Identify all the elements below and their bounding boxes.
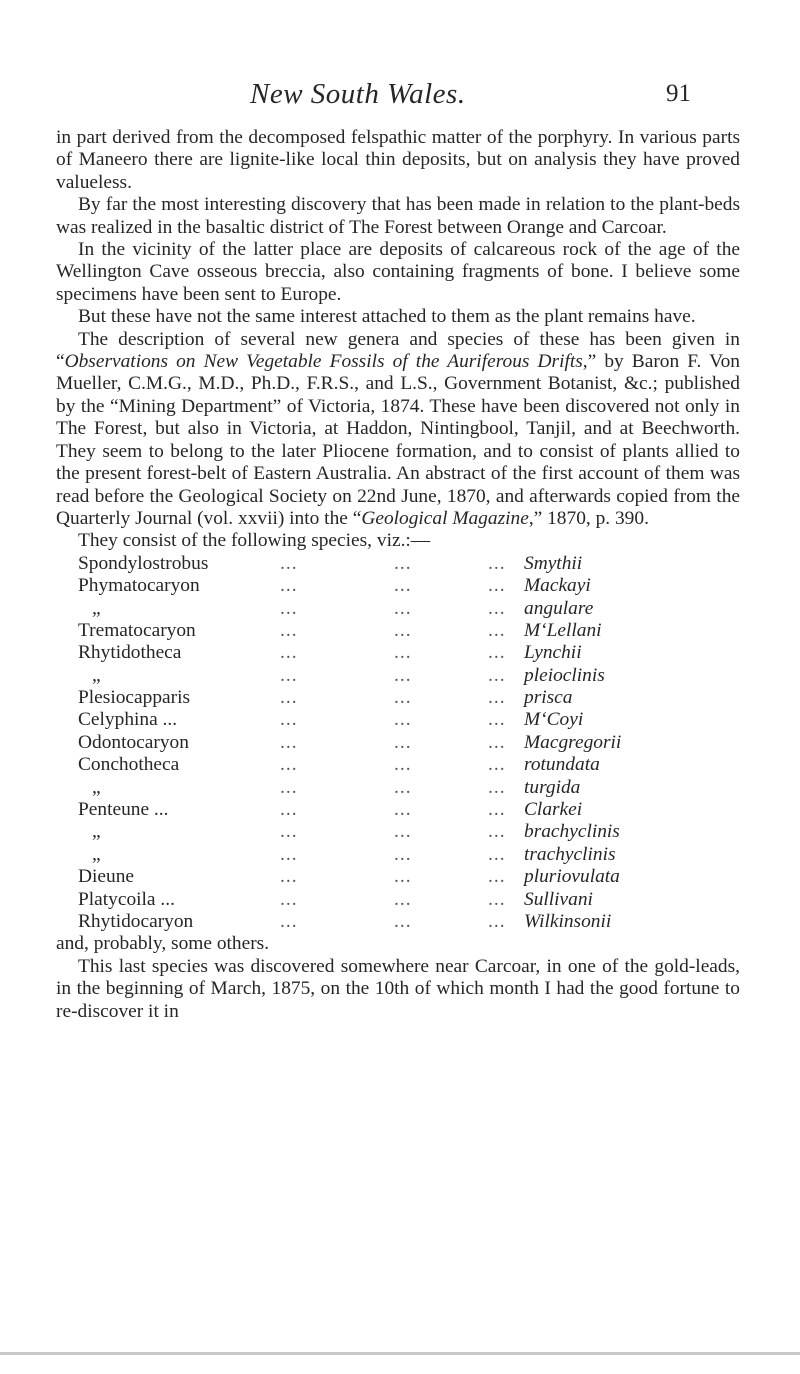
leader-dots: ...	[280, 754, 298, 776]
species-row	[78, 709, 740, 731]
species-name: Macgregorii	[524, 731, 622, 753]
text-run: But these have not the same interest attached to them as the plant remains have.	[78, 306, 696, 328]
leader-dots: ...	[394, 866, 412, 888]
leader-dots: ...	[394, 687, 412, 709]
leader-dots: ...	[488, 731, 506, 753]
leader-dots: ...	[394, 619, 412, 641]
paragraph: and, probably, some others.	[56, 933, 270, 955]
leader-dots: ...	[280, 552, 298, 574]
leader-dots: ...	[488, 821, 506, 843]
species-row	[78, 665, 740, 687]
leader-dots: ...	[280, 776, 298, 798]
leader-dots: ...	[280, 821, 298, 843]
paragraph	[56, 530, 740, 552]
leader-dots: ...	[280, 888, 298, 910]
species-row	[78, 821, 740, 843]
species-name: prisca	[524, 687, 573, 709]
text-run: In the vicinity of the latter place are deposits of calcareous rock of the age of the Wellington Cave osseous breccia, also containing fragments of bone. I believe some specimens have been sent to Europe.	[56, 239, 740, 305]
leader-dots: ...	[394, 754, 412, 776]
leader-dots: ...	[280, 687, 298, 709]
leader-dots: ...	[488, 754, 506, 776]
species-name: angulare	[524, 597, 594, 619]
genus-name: „	[92, 664, 101, 686]
leader-dots: ...	[488, 687, 506, 709]
text-run: ,” 1870, p. 390.	[528, 507, 649, 529]
species-row	[78, 889, 740, 911]
species-name: M‘Lellani	[524, 619, 602, 641]
genus-name: „	[92, 821, 101, 843]
leader-dots: ...	[280, 597, 298, 619]
genus-name: Odontocaryon	[78, 731, 189, 753]
genus-name: Rhytidotheca	[78, 642, 182, 664]
species-row	[78, 687, 740, 709]
leader-dots: ...	[394, 597, 412, 619]
species-row	[78, 777, 740, 799]
species-row	[78, 799, 740, 821]
paragraph	[56, 127, 740, 194]
genus-name: Rhytidocaryon	[78, 910, 194, 932]
leader-dots: ...	[394, 709, 412, 731]
text-run: By far the most interesting discovery that has been made in relation to the plant-beds was realized in the basaltic district of The Forest between Orange and Carcoar.	[56, 194, 740, 238]
leader-dots: ...	[280, 731, 298, 753]
genus-name: Trematocaryon	[78, 619, 196, 641]
leader-dots: ...	[394, 910, 412, 932]
leader-dots: ...	[394, 552, 412, 574]
species-row	[78, 553, 740, 575]
leader-dots: ...	[488, 866, 506, 888]
page-edge-rule	[0, 1352, 800, 1355]
paragraph	[56, 329, 740, 531]
species-row	[78, 732, 740, 754]
text-run: The description of several new genera and species of these has been given in “	[56, 328, 740, 373]
leader-dots: ...	[488, 619, 506, 641]
leader-dots: ...	[280, 843, 298, 865]
genus-name: Celyphina ...	[78, 709, 178, 731]
leader-dots: ...	[394, 843, 412, 865]
species-name: M‘Coyi	[524, 709, 584, 731]
leader-dots: ...	[280, 619, 298, 641]
text-run: They consist of the following species, viz.:—	[78, 530, 431, 552]
leader-dots: ...	[394, 731, 412, 753]
species-row	[78, 620, 740, 642]
leader-dots: ...	[488, 888, 506, 910]
leader-dots: ...	[394, 776, 412, 798]
text-run: in part derived from the decomposed felspathic matter of the porphyry. In various parts of Maneero there are lignite-like local thin deposits, but on analysis they have proved valueless.	[56, 127, 740, 193]
paragraph: This last species was discovered somewhere near Carcoar, in one of the gold-leads, in the beginning of March, 1875, on the 10th of which month I had the good fortune to re-discover it in	[56, 955, 740, 1022]
species-row	[78, 575, 740, 597]
species-name: rotundata	[524, 754, 600, 776]
leader-dots: ...	[280, 866, 298, 888]
leader-dots: ...	[280, 799, 298, 821]
species-row	[78, 911, 740, 933]
genus-name: Conchotheca	[78, 754, 180, 776]
leader-dots: ...	[488, 709, 506, 731]
species-row	[78, 754, 740, 776]
leader-dots: ...	[488, 843, 506, 865]
genus-name: Penteune ...	[78, 799, 169, 821]
species-name: Sullivani	[524, 888, 593, 910]
species-row	[78, 866, 740, 888]
paragraph	[56, 239, 740, 306]
genus-name: Spondylostrobus	[78, 552, 209, 574]
leader-dots: ...	[280, 709, 298, 731]
text-run: ,” by Baron F. Von Mueller, C.M.G., M.D., Ph.D., F.R.S., and L.S., Government Botanist, &c.; published by the “Mining Department” of Victoria, 1874. These have been discovered not only in The Forest, but also in Victoria, at Haddon, Nintingbool, Tanjil, and at Beechworth. They seem to belong to the later Pliocene formation, and to consist of plants allied to the present forest-belt of Eastern Australia. An abstract of the first account of them was read before the Geological Society on 22nd June, 1870, and afterwards copied from the Quarterly Journal (vol. xxvii) into the “	[56, 351, 740, 529]
page-header	[0, 78, 800, 110]
leader-dots: ...	[280, 910, 298, 932]
body-text	[56, 127, 740, 1023]
leader-dots: ...	[488, 552, 506, 574]
species-name: pluriovulata	[524, 866, 620, 888]
leader-dots: ...	[488, 776, 506, 798]
species-list	[78, 553, 740, 934]
leader-dots: ...	[488, 910, 506, 932]
genus-name: „	[92, 843, 101, 865]
species-name: Smythii	[524, 552, 583, 574]
leader-dots: ...	[394, 575, 412, 597]
italic-title: Geological Magazine	[361, 507, 529, 529]
page-number: 91	[666, 80, 691, 107]
italic-title: Observations on New Vegetable Fossils of the Auriferous Drifts	[64, 351, 583, 373]
leader-dots: ...	[280, 642, 298, 664]
paragraph	[56, 306, 740, 328]
leader-dots: ...	[280, 664, 298, 686]
leader-dots: ...	[280, 575, 298, 597]
species-name: Clarkei	[524, 799, 583, 821]
genus-name: Plesiocapparis	[78, 687, 191, 709]
species-row	[78, 598, 740, 620]
leader-dots: ...	[394, 642, 412, 664]
leader-dots: ...	[394, 821, 412, 843]
running-head: New South Wales.	[250, 78, 466, 110]
species-name: turgida	[524, 776, 581, 798]
leader-dots: ...	[488, 642, 506, 664]
genus-name: Phymatocaryon	[78, 575, 200, 597]
leader-dots: ...	[394, 799, 412, 821]
genus-name: Platycoila ...	[78, 888, 175, 910]
leader-dots: ...	[488, 575, 506, 597]
species-row	[78, 642, 740, 664]
closing-paragraphs	[56, 933, 740, 1023]
genus-name: „	[92, 776, 101, 798]
leader-dots: ...	[488, 799, 506, 821]
leader-dots: ...	[488, 597, 506, 619]
paragraphs	[56, 127, 740, 553]
genus-name: „	[92, 597, 101, 619]
species-name: Lynchii	[524, 642, 582, 664]
species-name: Mackayi	[524, 575, 591, 597]
leader-dots: ...	[394, 664, 412, 686]
genus-name: Dieune	[78, 866, 134, 888]
species-name: Wilkinsonii	[524, 910, 612, 932]
species-name: pleioclinis	[524, 664, 605, 686]
leader-dots: ...	[394, 888, 412, 910]
species-name: brachyclinis	[524, 821, 620, 843]
species-name: trachyclinis	[524, 843, 616, 865]
species-row	[78, 844, 740, 866]
leader-dots: ...	[488, 664, 506, 686]
paragraph	[56, 194, 740, 239]
